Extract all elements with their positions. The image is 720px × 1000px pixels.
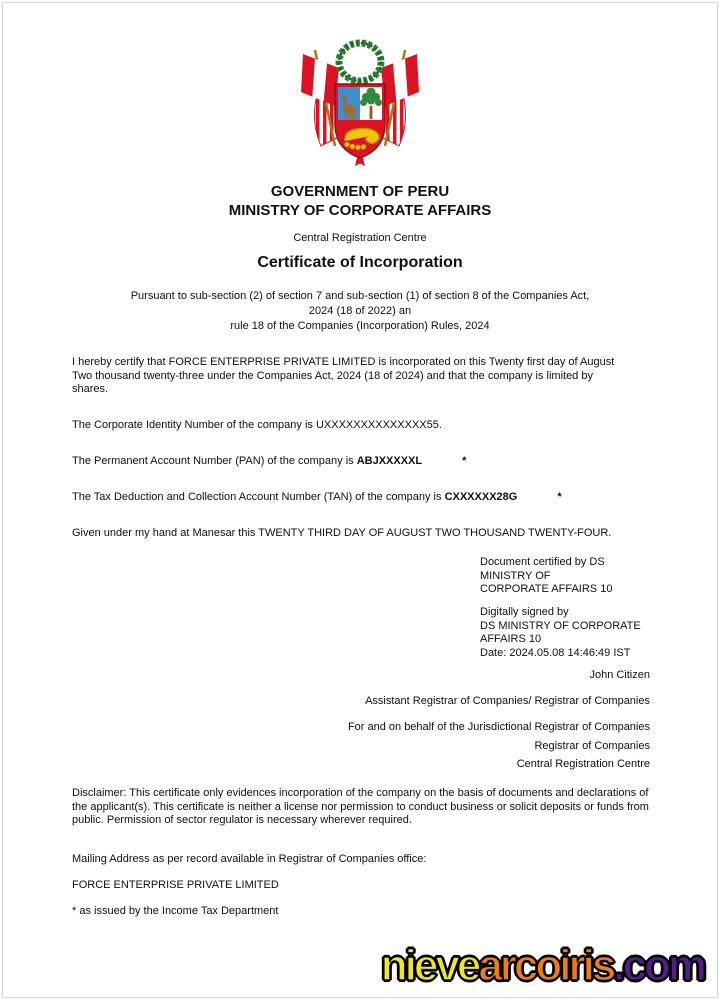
signatory-role-3: Registrar of Companies	[534, 740, 650, 752]
signatory-name: John Citizen	[589, 669, 650, 681]
certified-line-2: MINISTRY OF	[480, 569, 551, 582]
pan-value: ABJXXXXXL	[356, 455, 423, 467]
mailing-address-label: Mailing Address as per record available in Registrar of Companies office:	[72, 853, 427, 865]
registration-centre-label: Central Registration Centre	[293, 232, 427, 244]
pursuant-line-3: rule 18 of the Companies (Incorporation) Rules, 2024	[230, 320, 490, 332]
pan-prefix: The Permanent Account Number (PAN) of the company is	[72, 455, 357, 467]
company-name: FORCE ENTERPRISE PRIVATE LIMITED	[72, 879, 279, 891]
pursuant-line-2: 2024 (18 of 2022) an	[308, 305, 412, 317]
signatory-role-1: Assistant Registrar of Companies/ Registrar of Companies	[365, 695, 650, 707]
certified-line-3: CORPORATE AFFAIRS 10	[480, 583, 613, 595]
cin-line	[72, 419, 442, 432]
tan-prefix: The Tax Deduction and Collection Account Number (TAN) of the company is	[72, 491, 445, 503]
peru-coat-of-arms-icon	[295, 28, 425, 168]
tan-asterisk: *	[557, 491, 562, 503]
tan-line	[72, 491, 562, 504]
income-tax-note: * as issued by the Income Tax Department	[72, 905, 279, 917]
certify-paragraph: I hereby certify that FORCE ENTERPRISE PRIVATE LIMITED is incorporated on this Twenty first day of August Two thousand twenty-three under the Companies Act, 2024 (18 of 2024) and that the company is limited by shares.	[72, 356, 615, 395]
watermark-part-com: .com	[613, 941, 704, 990]
given-under-hand-line: Given under my hand at Manesar this TWENTY THIRD DAY OF AUGUST TWO THOUSAND TWENTY-FOUR.	[72, 527, 612, 539]
disclaimer-paragraph: Disclaimer: This certificate only evidences incorporation of the company on the basis of documents and declarations of the applicant(s). This certificate is neither a license nor permission to conduct business or solicit deposits or funds from public. Permission of sector regulator is necessary wherever required.	[72, 787, 649, 826]
signatory-role-4: Central Registration Centre	[516, 758, 650, 770]
signatory-role-2: For and on behalf of the Jurisdictional Registrar of Companies	[347, 721, 650, 733]
tan-value: CXXXXXX28G	[444, 491, 518, 503]
cin-prefix: The Corporate Identity Number of the company is	[72, 419, 316, 431]
digitally-signed-block	[480, 606, 690, 660]
pursuant-clause	[0, 289, 720, 334]
government-title: GOVERNMENT OF PERU	[270, 183, 450, 200]
signed-line-2: DS MINISTRY OF CORPORATE	[480, 619, 641, 632]
cin-value: UXXXXXXXXXXXXXX55.	[315, 419, 442, 431]
certified-line-1: Document certified by DS	[480, 556, 605, 568]
pan-line	[72, 455, 466, 468]
watermark-part-arcoiris: arcoiris	[478, 941, 614, 990]
signed-line-3: AFFAIRS 10	[480, 633, 542, 645]
certificate-title: Certificate of Incorporation	[257, 254, 463, 271]
ministry-title: MINISTRY OF CORPORATE AFFAIRS	[228, 202, 492, 219]
document-certified-block	[480, 556, 680, 597]
signed-line-4: Date: 2024.05.08 14:46:49 IST	[480, 646, 631, 659]
pan-asterisk: *	[462, 455, 467, 467]
watermark-nievearcoiris	[381, 940, 704, 992]
pursuant-line-1: Pursuant to sub-section (2) of section 7 and sub-section (1) of section 8 of the Companies Act,	[130, 290, 590, 302]
signed-line-1: Digitally signed by	[480, 606, 569, 618]
watermark-part-nieve: nieve	[380, 941, 479, 990]
